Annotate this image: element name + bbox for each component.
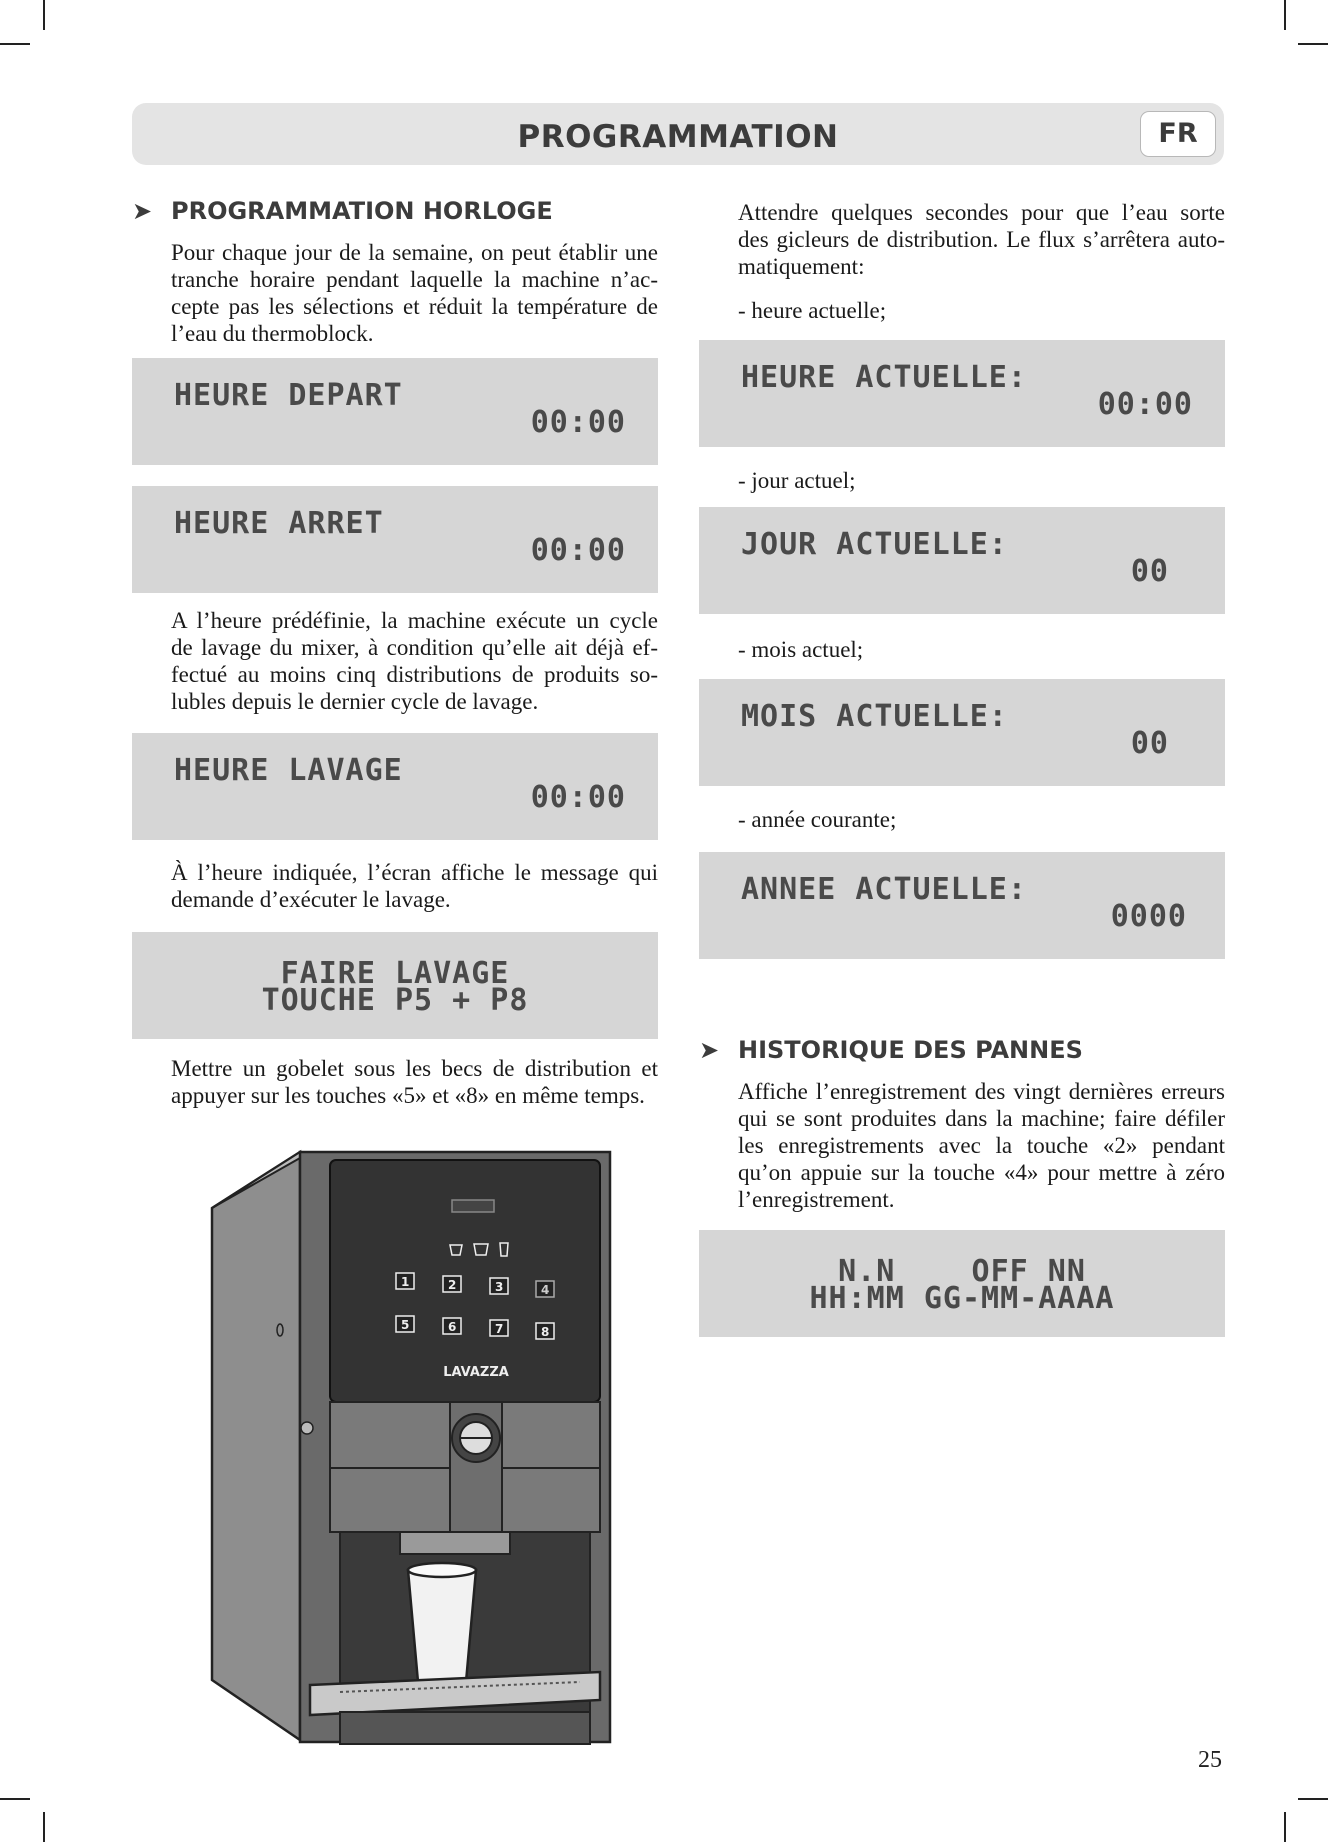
page-title: PROGRAMMATION [517,119,839,155]
lcd-display-historique [699,1230,1225,1337]
crop-mark [1284,1812,1286,1842]
section-heading-horloge [132,197,652,227]
list-item-heure: - heure actuelle; [738,298,887,323]
crop-mark [0,43,30,45]
crop-mark [1298,43,1328,45]
lcd-display-annee-actuelle [699,852,1225,959]
lcd-line-1: MOIS ACTUELLE: [741,699,1008,734]
button-label: 7 [495,1322,504,1336]
lcd-display-mois-actuelle [699,679,1225,786]
text-line: appuyer sur les touches «5» et «8» en même temps. [171,1083,645,1108]
coffee-machine-illustration [200,1140,620,1750]
text-line: cepte pas les sélections et réduit la température de [171,294,658,319]
section-heading-historique [699,1036,1219,1066]
text-line: qu’on appuie sur la touche «4» pour mettre à zéro [738,1160,1225,1185]
lcd-line-2: HH:MM GG-MM-AAAA [809,1281,1115,1316]
crop-mark [1298,1798,1328,1800]
crop-mark [1284,0,1286,30]
lcd-line-2: 00:00 [530,405,626,440]
button-label: 2 [448,1278,457,1292]
lcd-line-2: 00:00 [530,533,626,568]
text-line: l’enregistrement. [738,1187,895,1212]
lcd-line-2: 0000 [1110,899,1187,934]
lcd-line-1: HEURE ARRET [174,506,384,541]
text-line: matiquement: [738,254,865,279]
language-badge: FR [1140,111,1216,157]
list-item-jour: - jour actuel; [738,468,856,493]
text-line: demande d’exécuter le lavage. [171,887,451,912]
button-label: 3 [495,1280,504,1294]
lcd-display-jour-actuelle [699,507,1225,614]
text-line: des gicleurs de distribution. Le flux s’arrêtera auto- [738,227,1225,252]
lcd-display-heure-actuelle [699,340,1225,447]
text-line: lubles depuis le dernier cycle de lavage. [171,689,539,714]
crop-mark [43,1812,45,1842]
paragraph-message [171,859,658,913]
text-line: A l’heure prédéfinie, la machine exécute un cycle [171,608,658,633]
header-bar [132,103,1224,165]
text-line: Affiche l’enregistrement des vingt dernières erreurs [738,1079,1225,1104]
paragraph-historique [738,1078,1225,1213]
button-label: 8 [541,1325,550,1339]
text-line: Attendre quelques secondes pour que l’eau sorte [738,200,1225,225]
button-label: 4 [541,1283,550,1297]
lcd-line-1: JOUR ACTUELLE: [741,527,1008,562]
lcd-line-1: HEURE LAVAGE [174,753,403,788]
lcd-line-1: N.N OFF NN [838,1254,1086,1289]
brand-logo: LAVAZZA [443,1365,509,1380]
paragraph-intro [171,239,658,347]
lcd-display-faire-lavage [132,932,658,1039]
paragraph-wait [738,199,1225,280]
text-line: les enregistrements avec la touche «2» pendant [738,1133,1225,1158]
lcd-line-1: HEURE DEPART [174,378,403,413]
button-label: 1 [401,1275,410,1289]
arrow-icon: ➤ [132,197,153,225]
button-label: 5 [401,1318,410,1332]
section-heading-label: PROGRAMMATION HORLOGE [171,197,553,225]
lcd-line-1: ANNEE ACTUELLE: [741,872,1027,907]
text-line: À l’heure indiquée, l’écran affiche le message qui [171,860,658,885]
paragraph-gobelet [171,1055,658,1109]
arrow-icon: ➤ [699,1036,720,1064]
lcd-display-heure-arret [132,486,658,593]
lcd-display-heure-lavage [132,733,658,840]
lcd-line-1: HEURE ACTUELLE: [741,360,1027,395]
text-line: de lavage du mixer, à condition qu’elle ait déjà ef- [171,635,658,660]
button-label: 6 [448,1320,457,1334]
text-line: qui se sont produites dans la machine; faire défiler [738,1106,1225,1131]
lcd-line-2: 00 [1130,554,1169,589]
section-heading-label: HISTORIQUE DES PANNES [738,1036,1083,1064]
text-line: tranche horaire pendant laquelle la machine n’ac- [171,267,658,292]
list-item-mois: - mois actuel; [738,637,864,662]
lcd-line-2: 00:00 [1097,387,1193,422]
lcd-line-1: FAIRE LAVAGE [280,956,510,991]
page-number: 25 [1198,1747,1222,1773]
lcd-line-2: TOUCHE P5 + P8 [261,983,529,1018]
crop-mark [0,1798,30,1800]
lcd-line-2: 00 [1130,726,1169,761]
text-line: Pour chaque jour de la semaine, on peut établir une [171,240,658,265]
text-line: l’eau du thermoblock. [171,321,374,346]
lcd-line-2: 00:00 [530,780,626,815]
text-line: Mettre un gobelet sous les becs de distribution et [171,1056,658,1081]
list-item-annee: - année courante; [738,807,897,832]
lcd-display-heure-depart [132,358,658,465]
crop-mark [43,0,45,30]
paragraph-wash [171,607,658,715]
text-line: fectué au moins cinq distributions de produits so- [171,662,658,687]
